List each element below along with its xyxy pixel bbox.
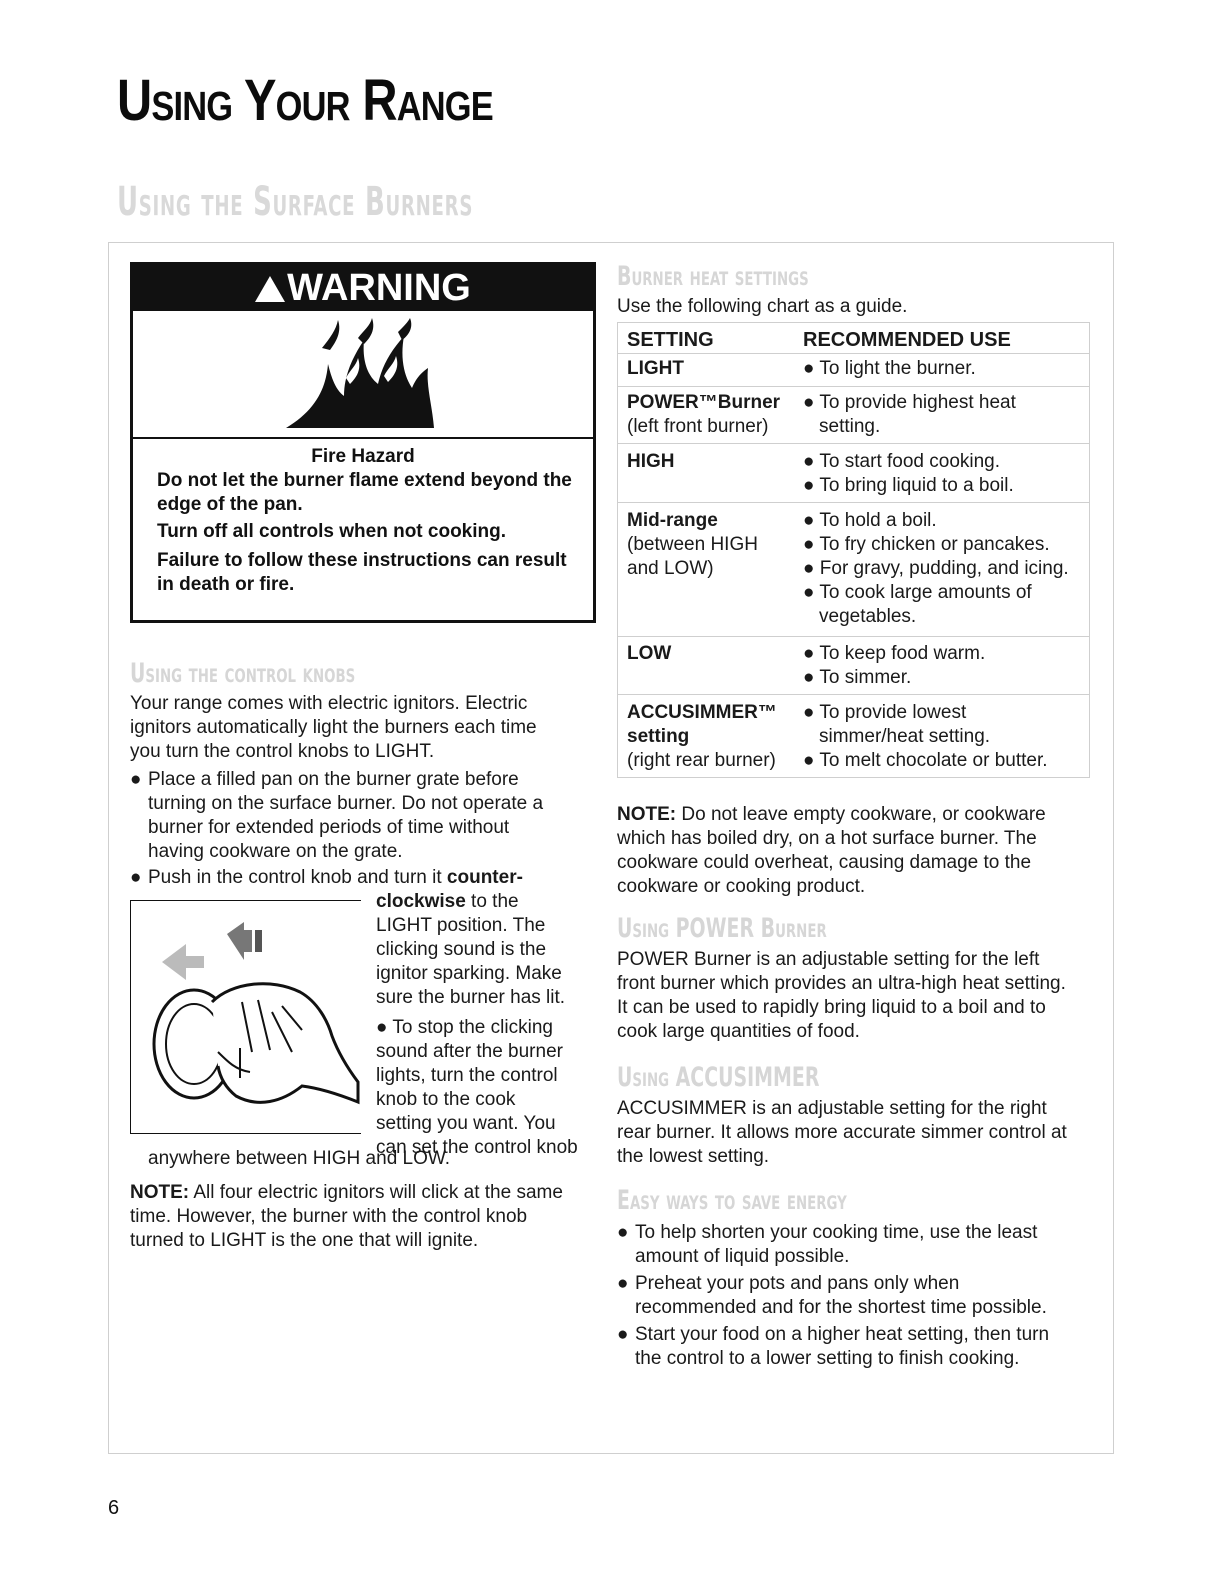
- table-divider: [617, 636, 1090, 637]
- accusimmer-text: ACCUSIMMER is an adjustable setting for the right rear burner. It allows more accurate simmer control at the lowest setting.: [617, 1098, 1067, 1167]
- knob-text-end: anywhere between HIGH and LOW.: [148, 1148, 451, 1169]
- burner-settings-note: NOTE: Do not leave empty cookware, or cookware which has boiled dry, on a hot surface burner. The cookware could overheat, causing damage to the cookware or cooking product.: [617, 804, 1046, 897]
- accusimmer-heading: Using ACCUSIMMER: [617, 1062, 820, 1093]
- burner-settings-intro: Use the following chart as a guide.: [617, 296, 908, 317]
- table-divider: [617, 386, 1090, 387]
- energy-heading: Easy ways to save energy: [617, 1185, 847, 1216]
- table-row: LOW: [627, 643, 672, 664]
- burner-settings-heading: Burner heat settings: [617, 261, 809, 292]
- warning-banner-text: WARNING: [287, 267, 471, 309]
- control-knobs-heading: Using the control knobs: [130, 658, 356, 689]
- table-row: LIGHT: [627, 358, 684, 379]
- power-burner-heading: Using POWER Burner: [617, 913, 827, 944]
- table-row: POWER™Burner (left front burner): [627, 392, 781, 437]
- section-title: Using the Surface Burners: [117, 179, 474, 225]
- table-cell: ● To hold a boil. ● To fry chicken or pancakes. ● For gravy, pudding, and icing. ● To cook large amounts of vegetables.: [803, 510, 1069, 627]
- power-burner-text: POWER Burner is an adjustable setting for the left front burner which provides an ultra-high heat setting. It can be used to rapidly bring liquid to a boil and to cook large quantities of food.: [617, 949, 1066, 1042]
- table-row: ACCUSIMMER™ setting (right rear burner): [627, 702, 777, 771]
- control-knobs-intro: Your range comes with electric ignitors. Electric ignitors automatically light the burners each time you turn the control knobs to LIGHT.: [130, 693, 537, 762]
- page-number: 6: [108, 1497, 120, 1519]
- table-cell: ● To provide lowest simmer/heat setting. ● To melt chocolate or butter.: [803, 702, 1048, 771]
- table-row: HIGH: [627, 451, 675, 472]
- page-title: Using Your Range: [117, 68, 493, 133]
- hand-turning-knob-icon: [132, 902, 360, 1132]
- knob-text-block: clockwise to the LIGHT position. The clicking sound is the ignitor sparking. Make sure the burner has lit. ● To stop the clicking sound after the burner lights, turn the control knob to the cook setting you want. You can set the control knob: [376, 891, 578, 1158]
- warning-line-3: Failure to follow these instructions can result in death or fire.: [157, 550, 567, 595]
- warning-divider: [133, 437, 593, 439]
- warning-banner: [133, 265, 593, 311]
- table-divider: [617, 353, 1090, 354]
- list-item: ● Place a filled pan on the burner grate before turning on the surface burner. Do not operate a burner for extended periods of time without having cookware on the grate.: [130, 769, 544, 862]
- table-cell: ● To start food cooking. ● To bring liquid to a boil.: [803, 451, 1014, 496]
- control-knobs-note: NOTE: All four electric ignitors will click at the same time. However, the burner with the control knob turned to LIGHT is the one that will ignite.: [130, 1182, 563, 1251]
- table-divider: [617, 694, 1090, 695]
- table-cell: ● To provide highest heat setting.: [803, 392, 1016, 437]
- warning-line-2: Turn off all controls when not cooking.: [157, 521, 507, 542]
- list-item: ● To help shorten your cooking time, use the least amount of liquid possible.: [617, 1222, 1038, 1267]
- warning-triangle-icon: [255, 276, 285, 302]
- hazard-title: Fire Hazard: [311, 446, 415, 467]
- table-header-setting: SETTING: [627, 329, 714, 351]
- table-cell: ● To light the burner.: [803, 358, 976, 379]
- table-header-use: RECOMMENDED USE: [803, 329, 1011, 351]
- table-divider: [617, 502, 1090, 503]
- list-item: ● Start your food on a higher heat setting, then turn the control to a lower setting to finish cooking.: [617, 1324, 1050, 1369]
- table-cell: ● To keep food warm. ● To simmer.: [803, 643, 986, 688]
- warning-line-1: Do not let the burner flame extend beyond the edge of the pan.: [157, 470, 572, 515]
- list-item: ● Push in the control knob and turn it counter-: [130, 867, 523, 888]
- fire-icon: [286, 318, 436, 430]
- table-divider: [617, 443, 1090, 444]
- list-item: ● Preheat your pots and pans only when recommended and for the shortest time possible.: [617, 1273, 1047, 1318]
- table-row: Mid-range (between HIGH and LOW): [627, 510, 758, 579]
